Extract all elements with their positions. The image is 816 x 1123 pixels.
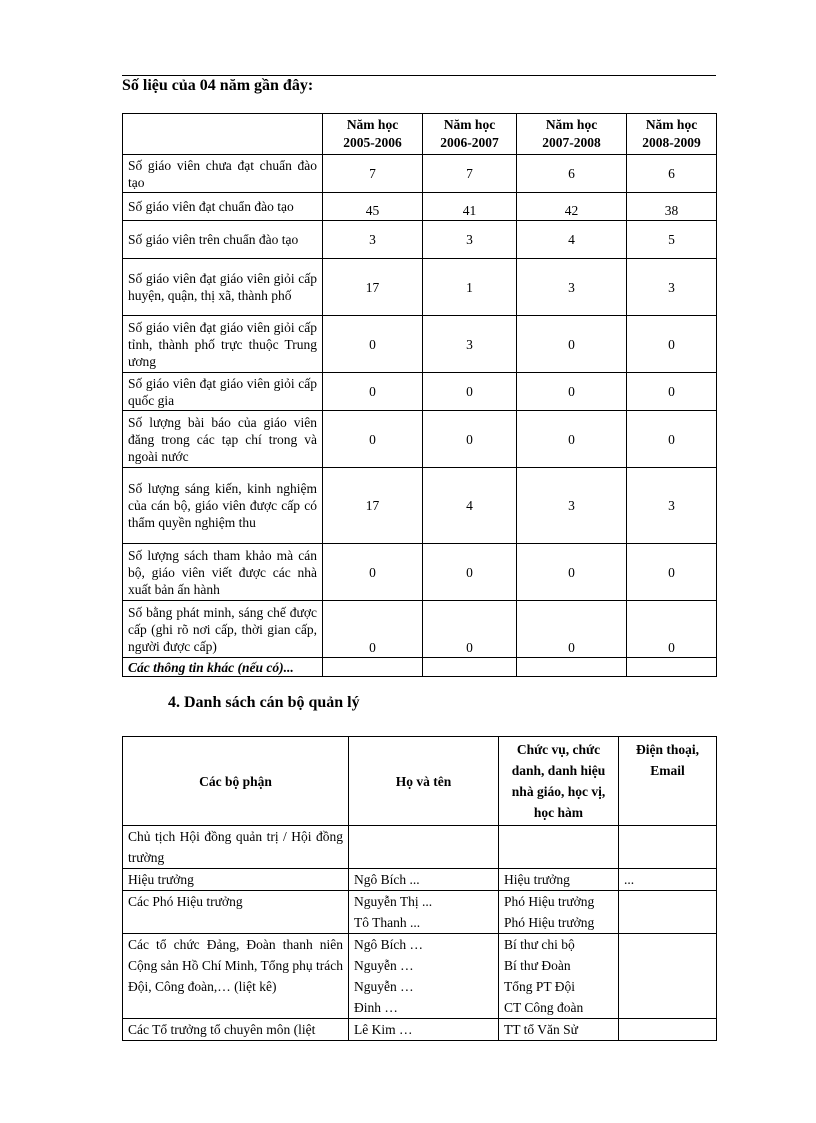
value-cell: 3 xyxy=(517,259,627,316)
value-cell xyxy=(517,658,627,677)
value-cell: 0 xyxy=(323,544,423,601)
value-cell: 6 xyxy=(627,155,717,193)
row-label: Số giáo viên đạt chuẩn đào tạo xyxy=(123,193,323,221)
name-cell: Nguyễn Thị ... Tô Thanh ... xyxy=(349,891,499,934)
value-cell: 4 xyxy=(517,221,627,259)
value-cell: 0 xyxy=(423,373,517,411)
year-header: Năm học 2006-2007 xyxy=(423,114,517,155)
unit-cell: Các tổ chức Đảng, Đoàn thanh niên Cộng sản Hồ Chí Minh, Tổng phụ trách Đội, Công đoàn,… (liệt kê) xyxy=(123,934,349,1019)
top-rule xyxy=(122,75,716,76)
row-label: Số lượng bài báo của giáo viên đăng trong các tạp chí trong và ngoài nước xyxy=(123,411,323,468)
row-label: Số giáo viên đạt giáo viên giỏi cấp huyện, quận, thị xã, thành phố xyxy=(123,259,323,316)
value-cell: 7 xyxy=(423,155,517,193)
title-cell: Phó Hiệu trưởng Phó Hiệu trưởng xyxy=(499,891,619,934)
value-cell: 3 xyxy=(517,468,627,544)
value-cell: 0 xyxy=(627,316,717,373)
managers-table xyxy=(122,736,717,1041)
contact-cell xyxy=(619,891,717,934)
table-row xyxy=(123,891,717,934)
value-cell: 3 xyxy=(323,221,423,259)
stats-header-blank xyxy=(123,114,323,155)
name-cell: Lê Kim … xyxy=(349,1019,499,1041)
value-cell: 17 xyxy=(323,468,423,544)
value-cell: 4 xyxy=(423,468,517,544)
value-cell: 0 xyxy=(323,601,423,658)
name-cell: Ngô Bích … Nguyễn … Nguyễn … Đinh … xyxy=(349,934,499,1019)
value-cell: 3 xyxy=(423,316,517,373)
value-cell: 0 xyxy=(627,544,717,601)
table-row xyxy=(123,373,717,411)
row-label: Số giáo viên đạt giáo viên giỏi cấp quốc gia xyxy=(123,373,323,411)
value-cell: 0 xyxy=(627,601,717,658)
value-cell xyxy=(323,658,423,677)
header-name: Họ và tên xyxy=(349,737,499,826)
value-cell: 3 xyxy=(627,468,717,544)
year-header: Năm học 2007-2008 xyxy=(517,114,627,155)
header-contact: Điện thoại, Email xyxy=(619,737,717,826)
other-info-label: Các thông tin khác (nếu có)... xyxy=(123,658,323,677)
value-cell: 0 xyxy=(323,316,423,373)
value-cell: 3 xyxy=(627,259,717,316)
contact-cell: ... xyxy=(619,869,717,891)
value-cell: 41 xyxy=(423,193,517,221)
table-row xyxy=(123,316,717,373)
title-cell xyxy=(499,826,619,869)
table-row xyxy=(123,826,717,869)
value-cell: 0 xyxy=(627,373,717,411)
name-cell xyxy=(349,826,499,869)
section-heading-stats: Số liệu của 04 năm gần đây: xyxy=(122,77,314,94)
value-cell: 0 xyxy=(423,544,517,601)
table-row xyxy=(123,468,717,544)
table-row xyxy=(123,221,717,259)
unit-cell: Các Tổ trưởng tổ chuyên môn (liệt xyxy=(123,1019,349,1041)
value-cell: 0 xyxy=(517,544,627,601)
title-cell: TT tổ Văn Sử xyxy=(499,1019,619,1041)
value-cell: 17 xyxy=(323,259,423,316)
value-cell: 42 xyxy=(517,193,627,221)
table-row xyxy=(123,155,717,193)
value-cell: 38 xyxy=(627,193,717,221)
row-label: Số lượng sách tham khảo mà cán bộ, giáo viên viết được các nhà xuất bản ấn hành xyxy=(123,544,323,601)
row-label: Số giáo viên chưa đạt chuẩn đào tạo xyxy=(123,155,323,193)
value-cell: 7 xyxy=(323,155,423,193)
value-cell: 0 xyxy=(323,411,423,468)
unit-cell: Các Phó Hiệu trưởng xyxy=(123,891,349,934)
title-cell: Bí thư chi bộ Bí thư Đoàn Tổng PT Đội CT Công đoàn xyxy=(499,934,619,1019)
row-label: Số giáo viên đạt giáo viên giỏi cấp tỉnh, thành phố trực thuộc Trung ương xyxy=(123,316,323,373)
value-cell: 45 xyxy=(323,193,423,221)
title-cell: Hiệu trưởng xyxy=(499,869,619,891)
table-row xyxy=(123,658,717,677)
value-cell xyxy=(627,658,717,677)
row-label: Số bằng phát minh, sáng chế được cấp (ghi rõ nơi cấp, thời gian cấp, người được cấp) xyxy=(123,601,323,658)
header-title: Chức vụ, chức danh, danh hiệu nhà giáo, học vị, học hàm xyxy=(499,737,619,826)
value-cell: 3 xyxy=(423,221,517,259)
value-cell: 0 xyxy=(627,411,717,468)
row-label: Số lượng sáng kiến, kinh nghiệm của cán bộ, giáo viên được cấp có thẩm quyền nghiệm thu xyxy=(123,468,323,544)
value-cell: 0 xyxy=(423,601,517,658)
value-cell: 0 xyxy=(423,411,517,468)
section-heading-managers: 4. Danh sách cán bộ quản lý xyxy=(168,694,360,711)
table-row xyxy=(123,934,717,1019)
table-row xyxy=(123,869,717,891)
header-unit: Các bộ phận xyxy=(123,737,349,826)
contact-cell xyxy=(619,934,717,1019)
row-label: Số giáo viên trên chuẩn đào tạo xyxy=(123,221,323,259)
value-cell: 1 xyxy=(423,259,517,316)
value-cell: 0 xyxy=(517,601,627,658)
table-row xyxy=(123,1019,717,1041)
contact-cell xyxy=(619,1019,717,1041)
value-cell: 0 xyxy=(323,373,423,411)
unit-cell: Hiệu trưởng xyxy=(123,869,349,891)
value-cell: 6 xyxy=(517,155,627,193)
contact-cell xyxy=(619,826,717,869)
value-cell: 0 xyxy=(517,411,627,468)
table-row xyxy=(123,259,717,316)
value-cell: 0 xyxy=(517,316,627,373)
name-cell: Ngô Bích ... xyxy=(349,869,499,891)
value-cell: 5 xyxy=(627,221,717,259)
table-row xyxy=(123,411,717,468)
year-header: Năm học 2008-2009 xyxy=(627,114,717,155)
table-row xyxy=(123,601,717,658)
stats-table xyxy=(122,113,717,677)
value-cell xyxy=(423,658,517,677)
unit-cell: Chủ tịch Hội đồng quản trị / Hội đồng trường xyxy=(123,826,349,869)
table-row xyxy=(123,193,717,221)
value-cell: 0 xyxy=(517,373,627,411)
table-row xyxy=(123,544,717,601)
year-header: Năm học 2005-2006 xyxy=(323,114,423,155)
